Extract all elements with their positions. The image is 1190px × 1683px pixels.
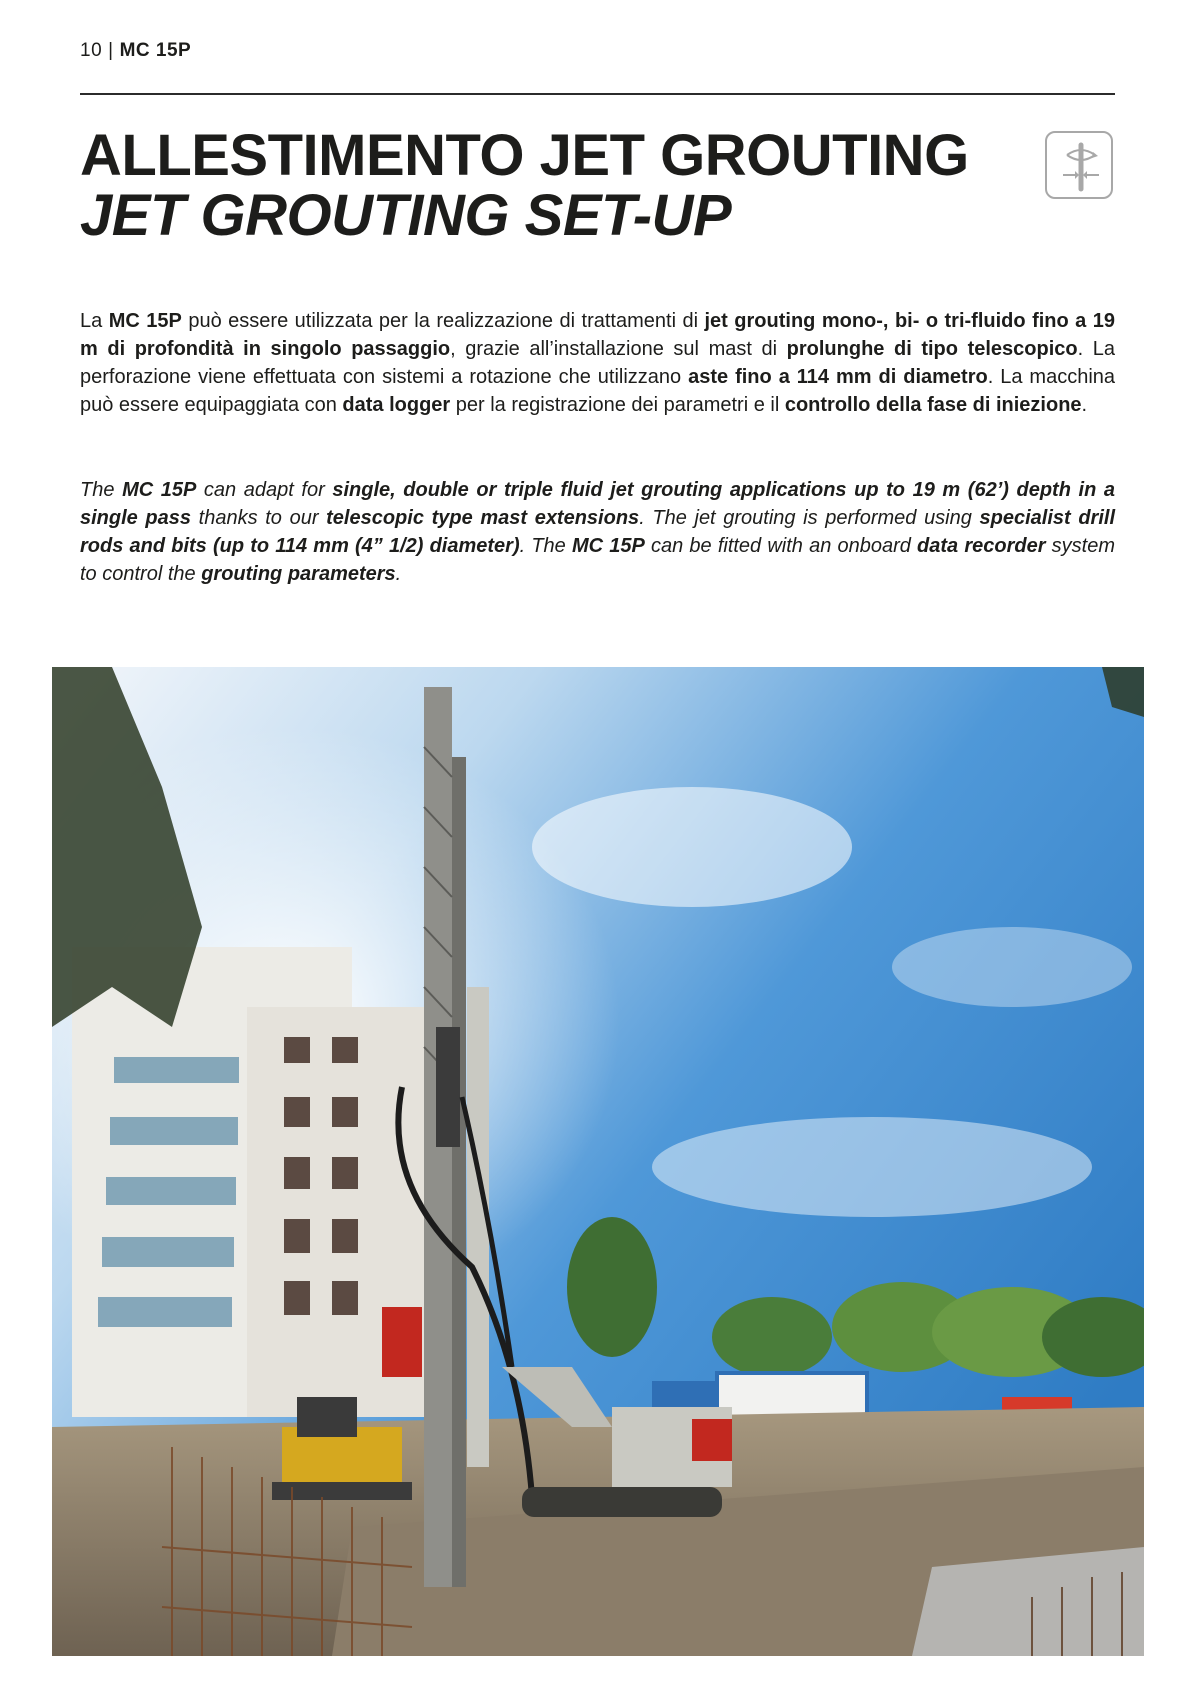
- title-italian: ALLESTIMENTO JET GROUTING: [80, 123, 969, 188]
- header-rule: [80, 93, 1115, 95]
- title-english: JET GROUTING SET-UP: [80, 183, 732, 248]
- page-number: 10: [80, 40, 103, 61]
- jet-grouting-rotation-icon: [1045, 131, 1113, 199]
- page-header: [80, 40, 191, 62]
- drilling-rig-photo: [52, 667, 1144, 1656]
- header-separator: |: [108, 40, 114, 61]
- italian-description: La MC 15P può essere utilizzata per la realizzazione di trattamenti di jet grouting mono-, bi- o tri-fluido fino a 19 m di profondità in singolo passaggio, grazie all’installazione sul mast di prolunghe di tipo telescopico. La perforazione viene effettuata con sistemi a rotazione che utilizzano aste fino a 114 mm di diametro. La macchina può essere equipaggiata con data logger per la registrazione dei parametri e il controllo della fase di iniezione.: [80, 310, 1116, 416]
- english-description: The MC 15P can adapt for single, double or triple fluid jet grouting applications up to 19 m (62’) depth in a single pass thanks to our telescopic type mast extensions. The jet grouting is performed using specialist drill rods and bits (up to 114 mm (4” 1/2) diameter). The MC 15P can be fitted with an onboard data recorder system to control the grouting parameters.: [80, 479, 1116, 585]
- header-model: MC 15P: [119, 40, 192, 61]
- page-title: [80, 123, 969, 248]
